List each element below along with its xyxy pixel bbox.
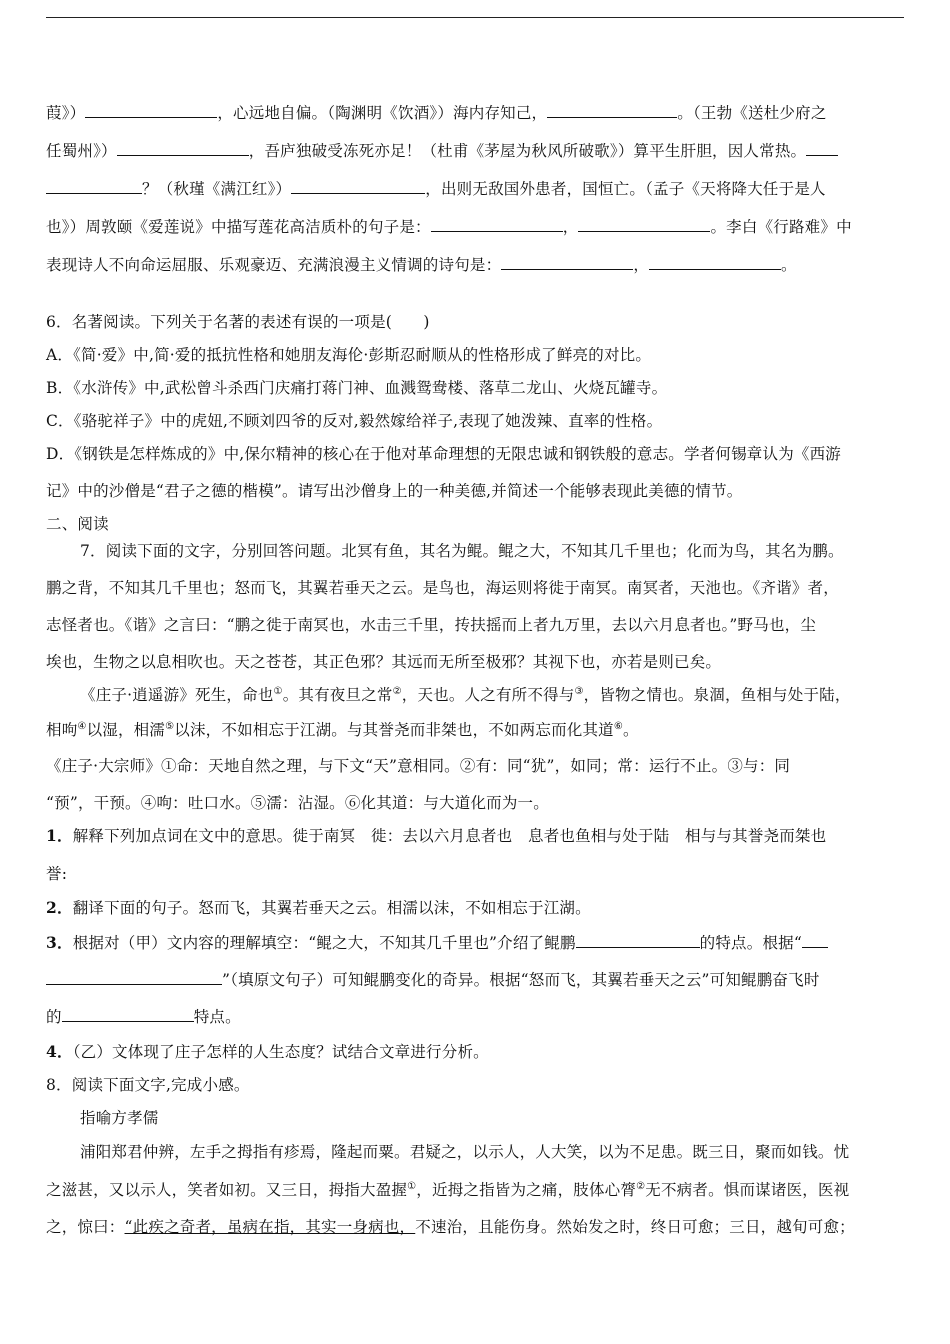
q6-option-d[interactable]: D．《钢铁是怎样炼成的》中,保尔精神的核心在于他对革命理想的无限忠诚和钢铁般的意志。学者何锡章认为《西游 <box>46 445 842 463</box>
q8-stem: 8．阅读下面文字,完成小感。 <box>46 1076 250 1094</box>
text: 。其有夜旦之常 <box>282 686 393 704</box>
footnote-marker: ④ <box>77 720 87 732</box>
q7-passage-line-2: 鹏之背，不知其几千里也；怒而飞，其翼若垂天之云。是鸟也，海运则将徙于南冥。南冥者，天池也。《齐谐》者， <box>46 579 839 597</box>
text: 。李白《行路难》中 <box>710 218 852 236</box>
q6-stem: 6．名著阅读。下列关于名著的表述有误的一项是( ) <box>46 313 430 331</box>
text: 无不病者。惧而谋诸医，医视 <box>645 1181 850 1199</box>
answer-blank[interactable] <box>85 102 217 118</box>
footnote-marker: ① <box>273 685 283 697</box>
section-heading: 二、阅读 <box>46 515 109 533</box>
q7-sub3-cont <box>46 969 916 990</box>
text: ，近拇之指皆为之痛，肢体心膂 <box>416 1181 637 1199</box>
q7-passage-line-4: 埃也，生物之以息相吹也。天之苍苍，其正色邪？其远而无所至极邪？其视下也，亦若是则已矣。 <box>46 653 722 671</box>
fill-blank-line-2 <box>46 140 916 161</box>
answer-blank[interactable] <box>547 102 677 118</box>
fill-blank-line-4 <box>46 216 916 237</box>
text: 表现诗人不向命运屈服、乐观豪迈、充满浪漫主义情调的诗句是： <box>46 256 502 274</box>
answer-blank[interactable] <box>649 254 781 270</box>
answer-blank[interactable] <box>46 178 142 194</box>
q7-notes-line-2: “预”，干预。④呴：吐口水。⑤濡：沾湿。⑥化其道：与大道化而为一。 <box>46 794 549 812</box>
header-rule <box>46 17 904 18</box>
q7-passage-line-1: 7．阅读下面的文字，分别回答问题。北冥有鱼，其名为鲲。鲲之大，不知其几千里也；化而为鸟，其名为鹏。 <box>80 542 844 560</box>
answer-blank[interactable] <box>806 140 838 156</box>
text: 解释下列加点词在文中的意思。徙于南冥 徙：去以六月息者也 息者也鱼相与处于陆 相与与其誉尧而桀也 <box>72 827 827 845</box>
q7-sub4 <box>46 1042 916 1062</box>
text: ， <box>562 218 579 236</box>
text: ，天也。人之有所不得与 <box>401 686 575 704</box>
q7-sub1 <box>46 826 916 846</box>
footnote-marker: ⑥ <box>613 720 624 732</box>
answer-blank[interactable] <box>62 1006 194 1022</box>
q6-option-a[interactable]: A．《简·爱》中,简·爱的抵抗性格和她朋友海伦·彭斯忍耐顺从的性格形成了鲜亮的对比。 <box>46 346 652 364</box>
q7-notes-line-1: 《庄子·大宗师》①命：天地自然之理，与下文“天”意相同。②有：同“犹”，如同；常：运行不止。③与：同 <box>46 757 791 775</box>
footnote-marker: ② <box>392 685 402 697</box>
text: 葭》） <box>46 104 86 122</box>
answer-blank[interactable] <box>578 216 710 232</box>
text: 。 <box>623 721 639 739</box>
answer-blank[interactable] <box>802 932 828 948</box>
q7-sub3-cont2 <box>46 1006 916 1027</box>
q6-option-b[interactable]: B．《水浒传》中,武松曾斗杀西门庆痛打蒋门神、血溅鸳鸯楼、落草二龙山、火烧瓦罐寺。 <box>46 379 668 397</box>
fill-blank-line-1 <box>46 102 916 123</box>
q8-passage-line-3 <box>46 1217 916 1237</box>
text: 根据对（甲）文内容的理解填空：“鲲之大，不知其几千里也”介绍了鲲鹏 <box>72 934 576 952</box>
text: （乙）文体现了庄子怎样的人生态度？试结合文章进行分析。 <box>72 1043 489 1061</box>
q6-option-d-cont: 记》中的沙僧是“君子之德的楷模”。请写出沙僧身上的一种美德,并简述一个能够表现此美德的情节。 <box>46 482 743 500</box>
text: 之滋甚，又以示人，笑者如初。又三日，拇指大盈握 <box>46 1181 408 1199</box>
footnote-marker: ③ <box>574 685 584 697</box>
text: 特点。 <box>193 1008 241 1026</box>
text: ，吾庐独破受冻死亦足！（杜甫《茅屋为秋风所破歌》）算平生肝胆，因人常热。 <box>248 142 807 160</box>
text: 。 <box>781 256 797 274</box>
answer-blank[interactable] <box>431 216 563 232</box>
fill-blank-line-3 <box>46 178 916 199</box>
text: 任蜀州》） <box>46 142 117 160</box>
text: 的 <box>46 1008 62 1026</box>
answer-blank[interactable] <box>291 178 425 194</box>
text: ，心远地自偏。（陶渊明《饮酒》）海内存知己， <box>217 104 548 122</box>
text: 之，惊曰： <box>46 1218 125 1236</box>
underlined-sentence: “此疾之奇者，虽病在指，其实一身病也， <box>124 1218 416 1236</box>
text: ，皆物之情也。泉涸，鱼相与处于陆， <box>583 686 851 704</box>
sub-number: 4． <box>46 1042 73 1061</box>
text: ， <box>633 256 650 274</box>
q8-passage-title: 指喻方孝儒 <box>80 1109 159 1127</box>
q8-passage-line-2 <box>46 1180 916 1200</box>
q7-passage-line-5 <box>80 685 916 705</box>
q8-passage-line-1: 浦阳郑君仲辨，左手之拇指有疹焉，隆起而粟。君疑之，以示人，人大笑，以为不足患。既三日，聚而如钱。忧 <box>80 1143 850 1161</box>
sub-number: 3． <box>46 933 73 952</box>
q6-option-c[interactable]: C．《骆驼祥子》中的虎妞,不顾刘四爷的反对,毅然嫁给祥子,表现了她泼辣、直率的性格。 <box>46 412 663 430</box>
answer-blank[interactable] <box>501 254 633 270</box>
footnote-marker: ⑤ <box>165 720 175 732</box>
footnote-marker: ① <box>407 1180 417 1192</box>
answer-blank[interactable] <box>46 969 222 985</box>
text: 不速治，且能伤身。然始发之时，终日可愈；三日，越旬可愈； <box>415 1218 855 1236</box>
q7-sub1-cont[interactable]: 誉: <box>46 865 68 883</box>
sub-number: 1． <box>46 826 73 845</box>
answer-blank[interactable] <box>117 140 249 156</box>
text: ”（填原文句子）可知鲲鹏变化的奇异。根据“怒而飞，其翼若垂天之云”可知鲲鹏奋飞时 <box>222 971 820 989</box>
text: 《庄子·逍遥游》死生，命也 <box>80 686 274 704</box>
q7-passage-line-6 <box>46 720 916 740</box>
text: 以沫，不如相忘于江湖。与其誉尧而非桀也，不如两忘而化其道 <box>174 721 614 739</box>
fill-blank-line-5 <box>46 254 916 275</box>
text: 也》）周敦颐《爱莲说》中描写莲花高洁质朴的句子是： <box>46 218 431 236</box>
q7-passage-line-3: 志怪者也。《谐》之言曰：“鹏之徙于南冥也，水击三千里，抟扶摇而上者九万里，去以六月息者也。”野马也，尘 <box>46 616 817 634</box>
footnote-marker: ② <box>636 1180 646 1192</box>
text: ？（秋瑾《满江红》） <box>142 180 292 198</box>
answer-blank[interactable] <box>576 932 700 948</box>
sub-number: 2． <box>46 898 73 917</box>
text: 翻译下面的句子。怒而飞，其翼若垂天之云。相濡以沫，不如相忘于江湖。 <box>72 899 591 917</box>
text: ，出则无敌国外患者，国恒亡。（孟子《天将降大任于是人 <box>425 180 826 198</box>
text: 相呴 <box>46 721 78 739</box>
text: 。（王勃《送杜少府之 <box>677 104 827 122</box>
text: 以湿，相濡 <box>86 721 166 739</box>
q7-sub2 <box>46 898 916 918</box>
q7-sub3 <box>46 932 916 953</box>
text: 的特点。根据“ <box>699 934 802 952</box>
